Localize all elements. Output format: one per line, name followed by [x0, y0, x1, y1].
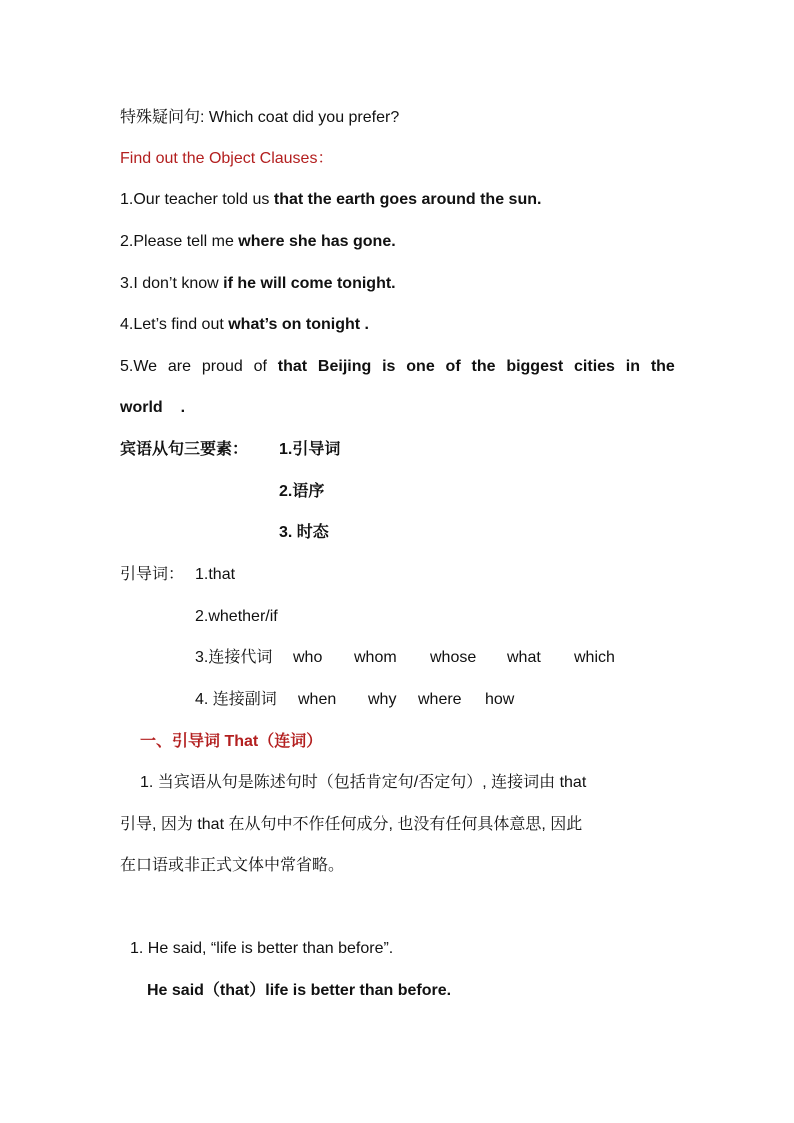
- example-5-word: cities: [574, 358, 615, 375]
- example-1-plain: 1.Our teacher told us: [120, 191, 274, 208]
- pronoun-which: which: [574, 649, 615, 666]
- section-1-paragraph-line-3: 在口语或非正式文体中常省略。: [120, 857, 345, 874]
- example-5-word: Beijing: [317, 358, 372, 375]
- introducer-label: 引导词：: [120, 566, 185, 583]
- adverb-how: how: [485, 691, 515, 708]
- example-1-clause: that the earth goes around the sun.: [273, 191, 542, 208]
- special-question-label: 特殊疑问句:: [120, 109, 205, 126]
- example-3-plain: 3.I don’t know: [120, 275, 224, 292]
- introducer-4-label: 4. 连接副词: [195, 691, 277, 708]
- example-5-word: biggest: [506, 358, 564, 375]
- three-elements-item-1: 1.引导词: [279, 441, 341, 458]
- direct-speech-example: 1. He said, “life is better than before”.: [130, 940, 394, 957]
- example-5-word: of: [445, 358, 461, 375]
- introducer-1: 1.that: [195, 566, 236, 583]
- example-5-word: in: [625, 358, 640, 375]
- introducer-2: 2.whether/if: [195, 608, 278, 625]
- example-2-plain: 2.Please tell me: [120, 233, 239, 250]
- pronoun-what: what: [507, 649, 541, 666]
- example-1: [120, 189, 541, 211]
- section-1-paragraph-line-1: 1. 当宾语从句是陈述句时（包括肯定句/否定句）, 连接词由 that: [140, 774, 587, 791]
- example-3-clause: if he will come tonight.: [223, 275, 396, 292]
- example-4-clause: what’s on tonight .: [228, 316, 369, 333]
- pronoun-whom: whom: [354, 649, 397, 666]
- example-5-line-1: [120, 356, 675, 378]
- example-5-word: is: [382, 358, 396, 375]
- example-2-clause: where she has gone.: [238, 233, 396, 250]
- example-5-word: one: [406, 358, 435, 375]
- object-clause-example: He said（that）life is better than before.: [147, 982, 452, 999]
- example-5-word: are: [167, 358, 192, 375]
- example-4: [120, 314, 369, 336]
- example-5-world: world: [120, 399, 163, 416]
- example-3: [120, 273, 396, 295]
- special-question-line: [120, 107, 399, 129]
- special-question-text: Which coat did you prefer?: [208, 109, 400, 126]
- three-elements-label: 宾语从句三要素：: [120, 441, 249, 458]
- introducer-3-label: 3.连接代词: [195, 649, 273, 666]
- example-5-word: of: [253, 358, 267, 375]
- pronoun-who: who: [293, 649, 323, 666]
- adverb-where: where: [418, 691, 462, 708]
- example-5-line-2: [120, 397, 185, 419]
- adverb-when: when: [298, 691, 337, 708]
- adverb-why: why: [368, 691, 397, 708]
- example-5-word: 5.We: [120, 358, 158, 375]
- example-5-period: .: [180, 399, 186, 416]
- example-5-word: the: [650, 358, 675, 375]
- section-1-title: 一、引导词 That（连词）: [140, 733, 323, 750]
- find-object-clauses-title: Find out the Object Clauses：: [120, 150, 334, 167]
- three-elements-item-2: 2.语序: [279, 483, 325, 500]
- three-elements-item-3: 3. 时态: [279, 524, 329, 541]
- example-2: [120, 231, 396, 253]
- example-5-word: that: [277, 358, 308, 375]
- example-4-plain: 4.Let’s find out: [120, 316, 229, 333]
- section-1-paragraph-line-2: 引导, 因为 that 在从句中不作任何成分, 也没有任何具体意思, 因此: [120, 816, 583, 833]
- example-5-word: the: [471, 358, 496, 375]
- example-5-word: proud: [201, 358, 243, 375]
- pronoun-whose: whose: [430, 649, 477, 666]
